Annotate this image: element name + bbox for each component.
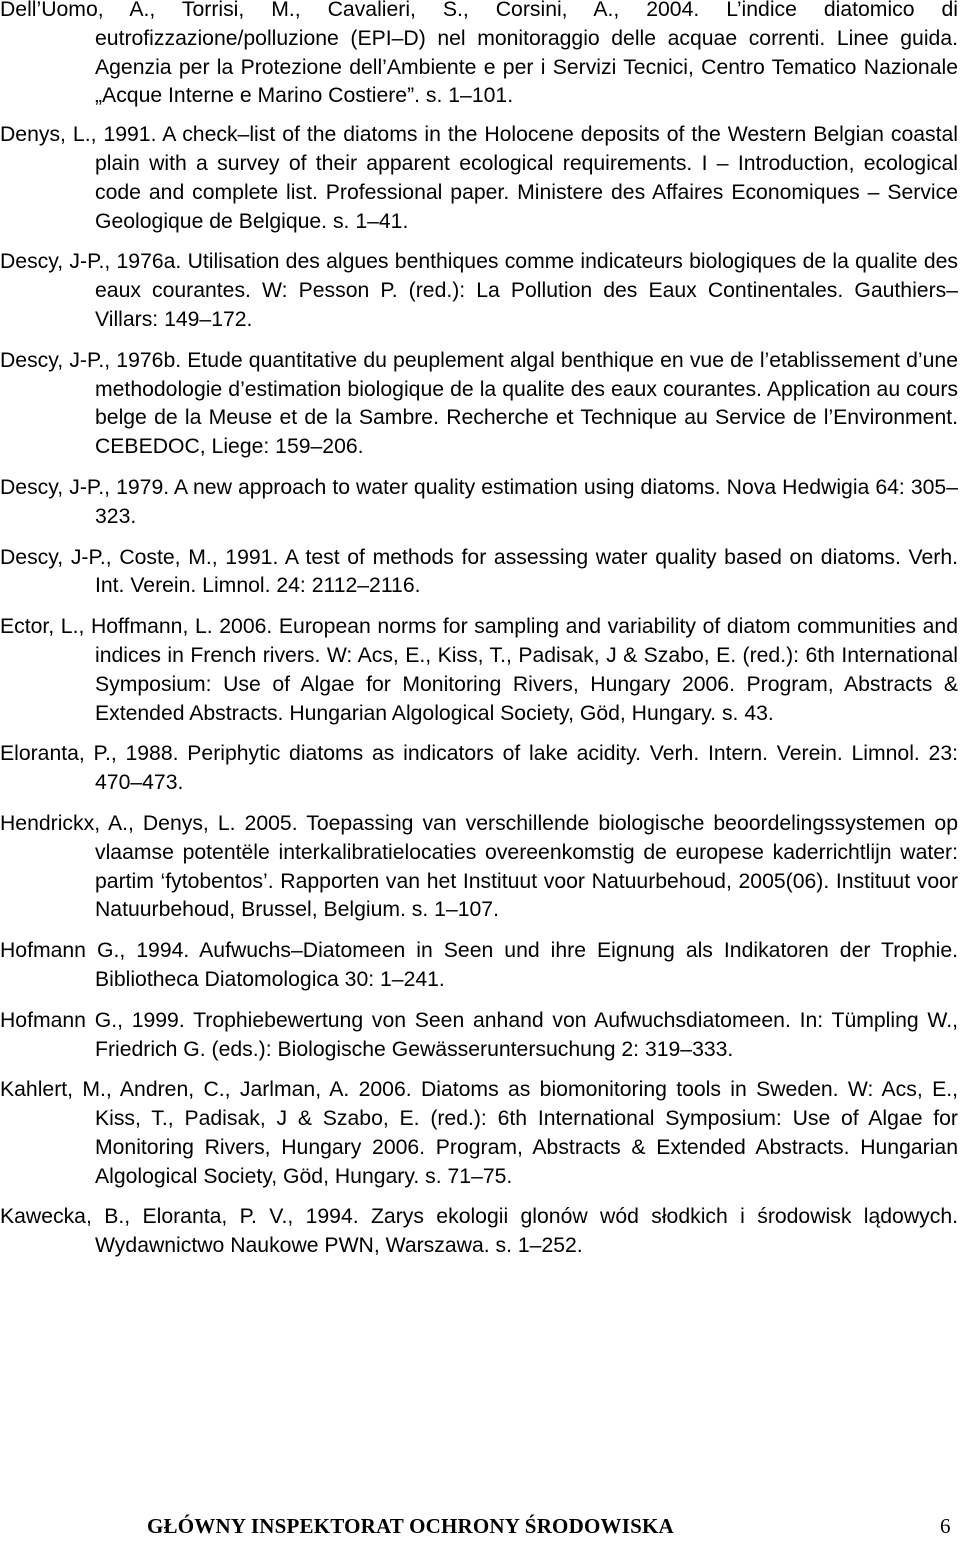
page-footer [0, 1514, 960, 1544]
reference-authors: Descy, J-P., Coste, M., 1991. [0, 545, 279, 569]
reference-item [0, 248, 958, 334]
reference-item [0, 544, 958, 602]
reference-text: Periphytic diatoms as indicators of lake acidity. Verh. Intern. Verein. Limnol. 23: 470–473. [95, 742, 959, 795]
reference-item [0, 1007, 958, 1065]
reference-authors: Kawecka, B., Eloranta, P. V., 1994. [0, 1205, 359, 1229]
reference-authors: Descy, J-P., 1979. [0, 475, 170, 499]
reference-text: Aufwuchs–Diatomeen in Seen und ihre Eignung als Indikatoren der Trophie. Bibliotheca Diatomologica 30: 1–241. [95, 939, 958, 991]
reference-authors: Dell’Uomo, A., Torrisi, M., Cavalieri, S., Corsini, A., 2004. [0, 0, 700, 21]
reference-item [0, 810, 958, 925]
reference-text: A new approach to water quality estimation using diatoms. Nova Hedwigia 64: 305–323. [95, 475, 958, 528]
reference-text: L’indice diatomico di eutrofizzazione/polluzione (EPI–D) nel monitoraggio delle acquae correnti. Linee guida. Agenzia per la Protezione dell’Ambiente e per i Servizi Tecnici, Centro Tematico Nazionale „Acque Interne e Marino Costiere”. s. 1–101. [95, 0, 958, 108]
page-number: 6 [940, 1514, 951, 1538]
reference-authors: Eloranta, P., 1988. [0, 742, 179, 766]
reference-item [0, 740, 958, 798]
reference-item [0, 1203, 958, 1261]
reference-text: European norms for sampling and variability of diatom communities and indices in French rivers. W: Acs, E., Kiss, T., Padisak, J & Szabo, E. (red.): 6th International Symposium: Use of Algae for Monitoring Rivers, Hungary 2006. Program, Abstracts & Extended Abstracts. Hungarian Algological Society, Göd, Hungary. s. 43. [95, 615, 958, 725]
reference-text: Toepassing van verschillende biologische beoordelingssystemen op vlaamse potentële interkalibratielocaties overeenkomstig de europese kaderrichtlijn water: partim ‘fytobentos’. Rapporten van het Instituut voor Natuurbehoud, 2005(06). Instituut voor Natuurbehoud, Brussel, Belgium. s. 1–107. [95, 811, 958, 922]
reference-item [0, 474, 958, 532]
reference-authors: Hofmann G., 1994. [0, 939, 190, 963]
reference-authors: Hendrickx, A., Denys, L. 2005. [0, 811, 298, 835]
reference-text: Zarys ekologii glonów wód słodkich i środowisk lądowych. Wydawnictwo Naukowe PWN, Warszawa. s. 1–252. [95, 1205, 958, 1258]
reference-authors: Hofmann G., 1999. [0, 1008, 185, 1032]
reference-text: Trophiebewertung von Seen anhand von Aufwuchsdiatomeen. In: Tümpling W., Friedrich G. (eds.): Biologische Gewässeruntersuchung 2: 319–333. [95, 1008, 958, 1061]
reference-item [0, 1076, 958, 1191]
reference-authors: Kahlert, M., Andren, C., Jarlman, A. 2006. [0, 1078, 412, 1102]
reference-item [0, 937, 958, 995]
reference-text: A check–list of the diatoms in the Holocene deposits of the Western Belgian coastal plain with a survey of their apparent ecological requirements. I – Introduction, ecological code and complete list. Professional paper. Ministere des Affaires Economiques – Service Geologique de Belgique. s. 1–41. [95, 123, 959, 233]
reference-authors: Descy, J-P., 1976a. [0, 250, 182, 274]
reference-authors: Ector, L., Hoffmann, L. 2006. [0, 615, 273, 639]
reference-text: Utilisation des algues benthiques comme indicateurs biologiques de la qualite des eaux courantes. W: Pesson P. (red.): La Pollution des Eaux Continentales. Gauthiers–Villars: 149–172. [95, 250, 958, 331]
reference-text: A test of methods for assessing water quality based on diatoms. Verh. Int. Verein. Limnol. 24: 2112–2116. [95, 545, 958, 598]
reference-item [0, 121, 958, 236]
reference-authors: Descy, J-P., 1976b. [0, 348, 182, 372]
reference-item [0, 613, 958, 728]
footer-institution: GŁÓWNY INSPEKTORAT OCHRONY ŚRODOWISKA [147, 1514, 674, 1538]
reference-item [0, 0, 958, 111]
reference-text: Etude quantitative du peuplement algal benthique en vue de l’etablissement d’une methodologie d’estimation biologique de la qualite des eaux courantes. Application au cours belge de la Meuse et de la Sambre. Recherche et Technique au Service de l’Environment. CEBEDOC, Liege: 159–206. [95, 348, 958, 459]
reference-item [0, 347, 958, 462]
reference-text: Diatoms as biomonitoring tools in Sweden. W: Acs, E., Kiss, T., Padisak, J & Szabo, E. (red.): 6th International Symposium: Use of Algae for Monitoring Rivers, Hungary 2006. Program, Abstracts & Extended Abstracts. Hungarian Algological Society, Göd, Hungary. s. 71–75. [95, 1078, 958, 1188]
reference-authors: Denys, L., 1991. [0, 123, 157, 147]
